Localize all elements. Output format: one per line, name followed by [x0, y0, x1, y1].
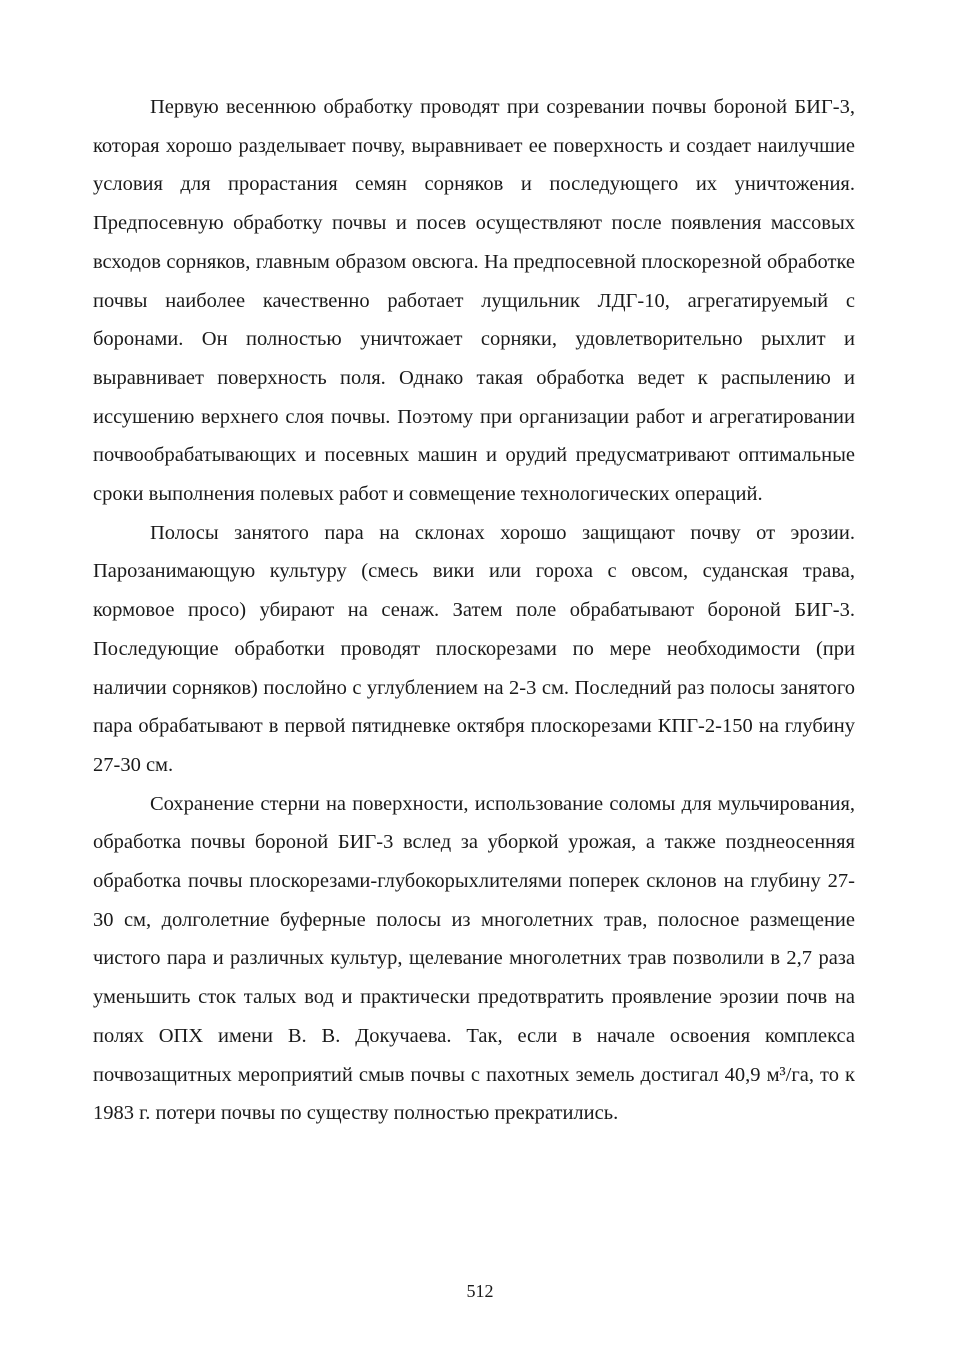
paragraph: Сохранение стерни на поверхности, использование соломы для мульчирования, обработка почвы бороной БИГ-3 вслед за уборкой урожая, а также позднеосенняя обработка почвы плоскорезами-глубокорыхлителями поперек склонов на глубину 27-30 см, долголетние буферные полосы из многолетних трав, полосное размещение чистого пара и различных культур, щелевание многолетних трав позволили в 2,7 раза уменьшить сток талых вод и практически предотвратить проявление эрозии почв на полях ОПХ имени В. В. Докучаева. Так, если в начале освоения комплекса почвозащитных мероприятий смыв почвы с пахотных земель достигал 40,9 м³/га, то к 1983 г. потери почвы по существу полностью прекратились.	[93, 792, 855, 1125]
paragraph: Первую весеннюю обработку проводят при созревании почвы бороной БИГ-3, которая хорошо разделывает почву, выравнивает ее поверхность и создает наилучшие условия для прорастания семян сорняков и последующего их уничтожения. Предпосевную обработку почвы и посев осуществляют после появления массовых всходов сорняков, главным образом овсюга. На предпосевной плоскорезной обработке почвы наиболее качественно работает лущильник ЛДГ-10, агрегатируемый с боронами. Он полностью уничтожает сорняки, удовлетворительно рыхлит и выравнивает поверхность поля. Однако такая обработка ведет к распылению и иссушению верхнего слоя почвы. Поэтому при организации работ и агрегатировании почвообрабатывающих и посевных машин и орудий предусматривают оптимальные сроки выполнения полевых работ и совмещение технологических операций.	[93, 96, 855, 506]
paragraph: Полосы занятого пара на склонах хорошо защищают почву от эрозии. Парозанимающую культуру (смесь вики или гороха с овсом, суданская трава, кормовое просо) убирают на сенаж. Затем поле обрабатывают бороной БИГ-3. Последующие обработки проводят плоскорезами по мере необходимости (при наличии сорняков) послойно с углублением на 2-3 см. Последний раз полосы занятого пара обрабатывают в первой пятидневке октября плоскорезами КПГ-2-150 на глубину 27-30 см.	[93, 521, 855, 776]
body-text	[93, 88, 855, 1133]
page-number: 512	[466, 1281, 494, 1301]
